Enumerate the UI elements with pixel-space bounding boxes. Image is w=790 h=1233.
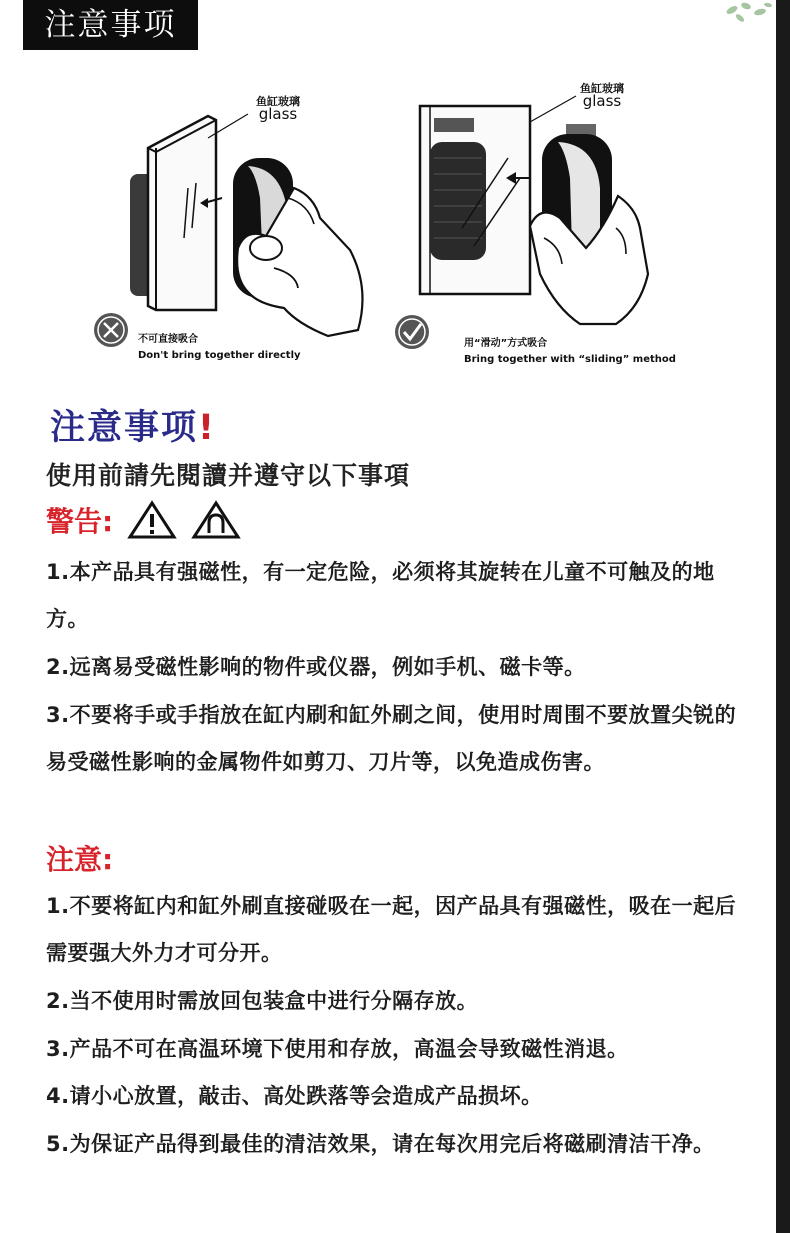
note-item-2: 2.当不使用时需放回包装盒中进行分隔存放。 — [46, 989, 479, 1013]
notice-title: 注意事项! — [50, 408, 216, 448]
warning-item-2: 2.远离易受磁性影响的物件或仪器，例如手机、磁卡等。 — [46, 655, 586, 679]
header-tab: 注意事项 — [23, 0, 198, 50]
right-edge-bar — [776, 0, 790, 1233]
note-item-1: 1.不要将缸内和缸外刷直接碰吸在一起，因产品具有强磁性，吸在一起后需要强大外力才可分开。 — [46, 894, 737, 965]
illustration-correct — [390, 78, 690, 378]
warning-item-1: 1.本产品具有强磁性，有一定危险，必须将其旋转在儿童不可触及的地方。 — [46, 560, 715, 631]
leaf-decoration-icon — [712, 0, 782, 28]
warning-heading: 警告: — [46, 500, 241, 540]
illustration-wrong — [88, 78, 388, 378]
glass-label-right: 鱼缸玻璃 glass — [580, 82, 624, 110]
caption-correct: 用“滑动”方式吸合 Bring together with “sliding” method — [464, 338, 676, 365]
notice-subtitle: 使用前請先閱讀并遵守以下事項 — [46, 461, 411, 490]
warning-triangle-icon — [127, 500, 177, 540]
glass-label-left: 鱼缸玻璃 glass — [256, 95, 300, 123]
magnet-triangle-icon — [191, 500, 241, 540]
note-item-4: 4.请小心放置，敲击、高处跌落等会造成产品损坏。 — [46, 1084, 543, 1108]
note-item-3: 3.产品不可在高温环境下使用和存放，高温会导致磁性消退。 — [46, 1037, 629, 1061]
note-heading: 注意: — [46, 843, 114, 876]
caption-wrong: 不可直接吸合 Don't bring together directly — [138, 334, 301, 361]
sliding-method-drawing — [390, 78, 690, 378]
warning-item-3: 3.不要将手或手指放在缸内刷和缸外刷之间，使用时周围不要放置尖锐的易受磁性影响的金属物件如剪刀、刀片等，以免造成伤害。 — [46, 703, 737, 774]
note-item-5: 5.为保证产品得到最佳的清洁效果，请在每次用完后将磁刷清洁干净。 — [46, 1132, 715, 1156]
